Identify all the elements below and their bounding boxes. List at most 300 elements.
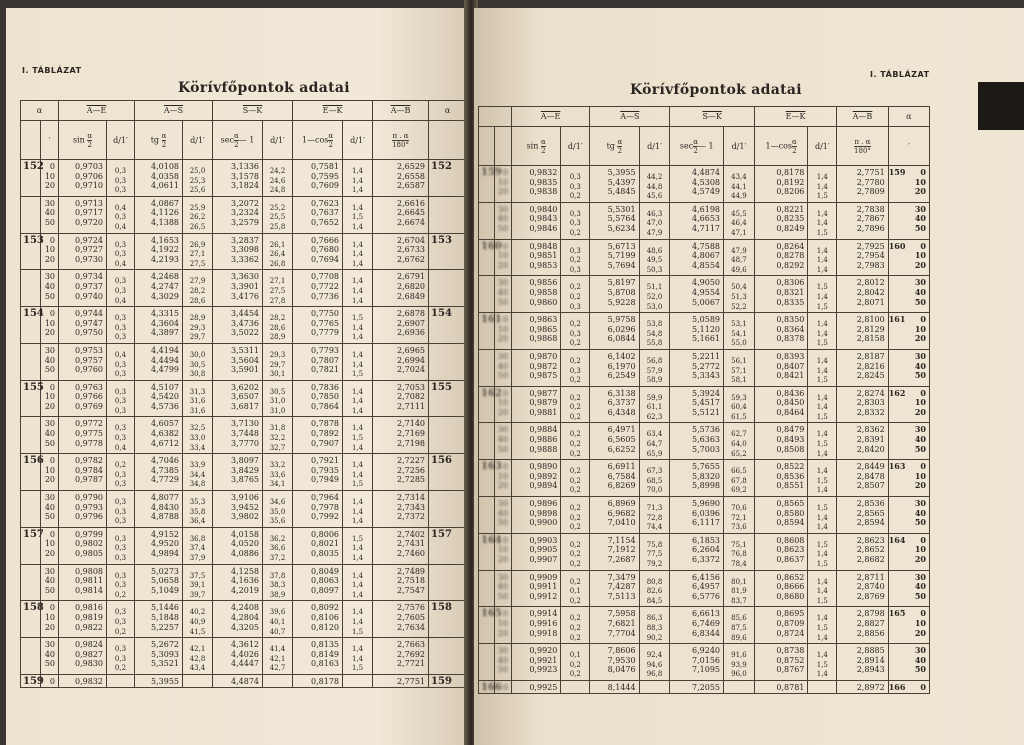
- sec-value: 3,2837: [231, 235, 260, 245]
- dsin-value: 0,2: [569, 430, 581, 439]
- degree-cell: [479, 570, 495, 607]
- cos-cell: [293, 417, 343, 454]
- arc-value: 2,8391: [856, 435, 885, 445]
- arc-value: 2,8711: [856, 572, 885, 582]
- tg-value: 6,9682: [607, 508, 636, 518]
- sin-value: 0,9881: [529, 407, 558, 417]
- diff-cell: [561, 166, 590, 203]
- sin-value: 0,9925: [529, 682, 558, 692]
- diff-cell: [808, 276, 837, 313]
- sec-value: 7,1095: [692, 665, 720, 675]
- arc-cell: [373, 270, 429, 307]
- arc-cell: [837, 533, 888, 570]
- sin-value: 0,9909: [529, 572, 558, 582]
- tg-value: 5,0273: [151, 566, 179, 576]
- diff-cell: [107, 417, 135, 454]
- sin-value: 0,9856: [529, 278, 558, 288]
- arc-value: 2,8652: [856, 545, 885, 555]
- sin-value: 0,9875: [529, 371, 558, 381]
- table-row: [479, 313, 930, 350]
- cos-cell: [754, 423, 808, 460]
- cos-cell: [293, 233, 343, 270]
- diff-cell: [107, 307, 135, 344]
- min-value: 40: [497, 214, 508, 224]
- cos-value: 0,8206: [776, 187, 805, 197]
- tg-cell: [135, 638, 183, 675]
- dsin-value: 0,3: [114, 617, 127, 626]
- arc-value: 2,8943: [856, 665, 885, 675]
- minute-value: 50: [914, 664, 926, 675]
- sec-cell: [670, 533, 724, 570]
- dtg-value: 42,8: [189, 654, 206, 663]
- diff-cell: [107, 270, 135, 307]
- arc-cell: [373, 564, 429, 601]
- arc-value: 2,8972: [856, 682, 885, 692]
- dsin-value: 0,4: [114, 350, 127, 359]
- degree-min-cell: [888, 497, 929, 534]
- min-value: 0: [49, 456, 55, 466]
- cos-value: 0,7595: [311, 171, 340, 181]
- dsec-value: 56,1: [731, 356, 747, 365]
- tg-cell: [135, 196, 183, 233]
- dsin-value: 0,2: [569, 320, 581, 329]
- diff-cell: [107, 638, 135, 675]
- dsec-value: 46,4: [731, 219, 747, 228]
- dtg-value: 26,9: [189, 240, 206, 249]
- minute-value: 0: [920, 461, 926, 472]
- sec-cell: [213, 233, 263, 270]
- sec-cell: [213, 380, 263, 417]
- header-diff: d/1′: [639, 127, 670, 166]
- dsin-value: 0,2: [569, 339, 581, 348]
- cos-value: 0,8149: [311, 649, 340, 659]
- sec-value: 4,7588: [692, 241, 720, 251]
- table-row: [479, 276, 930, 313]
- sin-value: 0,9907: [529, 555, 558, 564]
- dcos-value: 1,4: [351, 608, 364, 617]
- min-value: 50: [44, 365, 55, 375]
- table-row: [479, 644, 930, 681]
- min-value: 10: [44, 171, 55, 181]
- sin-value: 0,9724: [75, 235, 103, 245]
- dcos-value: 1,5: [816, 339, 828, 348]
- arc-value: 2,7431: [397, 539, 426, 549]
- table-row: [21, 638, 467, 675]
- minute-cell: [495, 276, 511, 313]
- dtg-value: 82,6: [646, 587, 663, 596]
- minute-labels: [915, 205, 926, 234]
- diff-cell: [107, 196, 135, 233]
- tg-value: 5,6713: [607, 241, 636, 251]
- degree-min-cell: [888, 386, 929, 423]
- sin-value: 0,9757: [75, 355, 103, 365]
- sin-value: 0,9782: [75, 456, 103, 466]
- dtg-value: 26,2: [189, 213, 206, 222]
- arc-value: 2,7751: [397, 676, 426, 686]
- dtg-value: 27,9: [189, 277, 206, 286]
- cos-value: 0,8364: [776, 324, 805, 334]
- dtg-value: 61,1: [646, 403, 663, 412]
- table-row: [479, 166, 930, 203]
- diff-cell: [183, 417, 213, 454]
- table-row: [21, 527, 467, 564]
- dsec-value: 34,1: [269, 480, 286, 489]
- cos-value: 0,8393: [776, 351, 805, 361]
- sin-cell: [59, 674, 107, 687]
- dsin-value: 0,4: [114, 203, 127, 212]
- dsec-value: 61,5: [731, 412, 747, 421]
- minute-cell: [41, 343, 59, 380]
- diff-cell: [561, 533, 590, 570]
- header-ab: A—B: [852, 112, 873, 121]
- dsec-value: 40,1: [269, 617, 286, 626]
- tg-value: 5,1049: [151, 585, 179, 595]
- degree-cell: [479, 276, 495, 313]
- sec-cell: [670, 239, 724, 276]
- dtg-value: 25,6: [189, 186, 206, 195]
- table-row: [479, 423, 930, 460]
- cos-cell: [754, 276, 808, 313]
- sin-cell: [511, 202, 560, 239]
- dsin-value: 0,3: [114, 645, 127, 654]
- min-value: 20: [44, 549, 55, 558]
- dtg-value: 37,9: [189, 554, 206, 562]
- minute-labels: [915, 168, 926, 197]
- minute-value: 50: [914, 590, 926, 601]
- sec-value: 5,1120: [692, 324, 720, 334]
- cos-cell: [754, 497, 808, 534]
- min-value: 40: [497, 287, 508, 297]
- sin-value: 0,9911: [529, 582, 558, 592]
- sin-cell: [511, 386, 560, 423]
- arc-value: 2,8332: [856, 407, 885, 417]
- sin-value: 0,9898: [529, 508, 558, 518]
- dcos-value: 1,5: [816, 540, 828, 549]
- minute-value: 40: [914, 434, 926, 445]
- table-row: [479, 239, 930, 276]
- cos-value: 0,8221: [776, 204, 805, 214]
- diff-cell: [639, 202, 670, 239]
- dtg-value: 96,8: [646, 670, 663, 679]
- min-value: 0: [49, 382, 55, 392]
- cos-value: 0,8097: [311, 585, 340, 595]
- arc-cell: [373, 454, 429, 491]
- sec-value: 3,8765: [231, 475, 260, 485]
- minute-cell: [495, 239, 511, 276]
- minute-labels: [915, 242, 926, 271]
- sin-value: 0,9769: [75, 401, 103, 411]
- minute-labels: [920, 683, 926, 693]
- tg-value: 6,5605: [607, 435, 636, 445]
- diff-cell: [107, 343, 135, 380]
- dsec-value: 75,1: [731, 540, 747, 549]
- dcos-value: 1,5: [351, 627, 364, 636]
- min-value: 20: [497, 628, 508, 638]
- sin-cell: [59, 638, 107, 675]
- dcos-value: 1,4: [351, 250, 364, 259]
- dsec-value: 27,8: [269, 296, 286, 305]
- cos-value: 0,8264: [776, 241, 805, 251]
- dsec-value: 31,0: [269, 397, 286, 406]
- dcos-value: 1,4: [816, 403, 828, 412]
- sin-value: 0,9851: [529, 251, 558, 261]
- dcos-value: 1,4: [351, 277, 364, 286]
- cos-value: 0,7609: [311, 181, 340, 191]
- header-alpha: α: [21, 101, 59, 121]
- cos-value: 0,7821: [311, 365, 340, 375]
- diff-cell: [183, 454, 213, 491]
- dtg-value: 77,5: [646, 550, 663, 559]
- cos-cell: [293, 674, 343, 687]
- dsec-value: 29,3: [269, 350, 286, 359]
- table-row: [479, 570, 930, 607]
- trig-table: α A—E A—S S—K E—K A—B α ′ sin $\frac{\alpha}{2}$ d/1′ tg $\frac{\alpha}{2}$ d/1′ sec $\frac{\alpha}{2}$ — 1 d/1′ 1—cos $\frac{\alpha}{2}$ d/1′ $\frac{\pi . \alpha}{180^\circ}$ 152 0 10 20 0,9703 0,9706 0,9710 0,3 0,3 0,3 4,0108 4,0358 4,0611 25,0 25,3 25,6 3,1336 3,1578 3,1824 24,2 24,6 24,8 0,7581 0,7595 0,7609 1,4 1,4 1,4 2,6529 2,6558 2,6587 152 30 40 50 0,9713 0,9717 0,9720 0,4 0,3 0,4 4,0867 4,1126 4,1388 25,9 26,2 26,5 3,2072 3,2324 3,2579 25,2 25,5 25,8 0,7623 0,7637 0,7652 1,4 1,5 1,4 2,6616 2,6645 2,6674 153 0 10 20 0,9724 0,9727 0,9730 0,3 0,3 0,4 4,1653 4,1922 4,2193 26,9 27,1 27,5 3,2837 3,3098 3,3362 26,1 26,4 26,8 0,7666 0,7680 0,7694 1,4 1,4 1,4 2,6704 2,6733 2,6762 153 30 40 50 0,9734 0,9737 0,9740 0,3 0,3 0,4 4,2468 4,2747 4,3029 27,9 28,2 28,6 3,3630 3,3901 3,4176 27,1 27,5 27,8 0,7708 0,7722 0,7736 1,4 1,4 1,4 2,6791 2,6820 2,6849 154 0 10 20 0,9744 0,9747 0,9750 0,3 0,3 0,3 4,3315 4,3604 4,3897 28,9 29,3 29,7 3,4454 3,4736 3,5022 28,2 28,6 28,9 0,7750 0,7765 0,7779 1,5 1,4 1,4 2,6878 2,6907 2,6936 154 30 40 50 0,9753 0,9757 0,9760 0,4 0,3 0,3 4,4194 4,4494 4,4799 30,0 30,5 30,8 3,5311 3,5604 3,5901 29,3 29,7 30,1 0,7793 0,7807 0,7821 1,4 1,4 1,5 2,6965 2,6994 2,7024 155 0 10 20 0,9763 0,9766 0,9769 0,3 0,3 0,3 4,5107 4,5420 4,5736 31,3 31,6 31,6 3,6202 3,6507 3,6817 30,5 31,0 31,0 0,7836 0,7850 0,7864 1,4 1,4 1,4 2,7053 2,7082 2,7111 155 30 40 50 0,9772 0,9775 0,9778 0,3 0,3 0,4 4,6057 4,6382 4,6712 32,5 33,0 33,4 3,7130 3,7448 3,7770 31,8 32,2 32,7 0,7878 0,7892 0,7907 1,4 1,5 1,4 2,7140 2,7169 2,7198 156 0 10 20 0,9782 0,9784 0,9787 0,2 0,3 0,3 4,7046 4,7385 4,7729 33,9 34,4 34,8 3,8097 3,8429 3,8765 33,2 33,6 34,1 0,7921 0,7935 0,7949 1,4 1,4 1,5 2,7227 2,7256 2,7285 156 30 40 50 0,9790 0,9793 0,9796 0,3 0,3 0,3 4,8077 4,8430 4,8788 35,3 35,8 36,4 3,9106 3,9452 3,9802 34,6 35,0 35,6 0,7964 0,7978 0,7992 1,4 1,4 1,4 2,7314 2,7343 2,7372 157 0 10 20 0,9799 0,9802 0,9805 0,3 0,3 0,3 4,9152 4,9520 4,9894 36,8 37,4 37,9 4,0158 4,0520 4,0886 36,2 36,6 37,2 0,8006 0,8021 0,8035 1,5 1,4 1,4 2,7402 2,7431 2,7460 157 30 40 50 0,9808 0,9811 0,9814 0,3 0,3 0,2 5,0273 5,0658 5,1049 37,5 39,1 39,7 4,1258 4,1636 4,2019 37,8 38,3 38,9 0,8049 0,8063 0,8097 1,4 1,4 1,4 2,7489 2,7518 2,7547 158 0 10 20 0,9816 0,9819 0,9822 0,3 0,3 0,2 5,1446 5,1848 5,2257 40,2 40,9 41,5 4,2408 4,2804 4,3205 39,6 40,1 40,7 0,8092 0,8106 0,8120 1,4 1,4 1,5 2,7576 2,7605 2,7634 158 30 40 50 0,9824 0,9827 0,9830 0,3 0,3 0,2 5,2672 5,3093 5,3521 42,1 42,8 43,4 4,3612 4,4026 4,4447 41,4 42,1 42,7 0,8135 0,8149 0,8163 1,4 1,4 1,5 2,7663 2,7692 2,7721 159 0 0,9832 5,3955 4,4874 0,8178 2,7751 159: [20, 100, 467, 688]
- arc-value: 2,8158: [856, 334, 885, 344]
- dcos-value: 1,4: [816, 467, 828, 476]
- degree-cell: 158: [429, 601, 467, 638]
- sin-value: 0,9860: [529, 297, 558, 307]
- dsin-value: 0,2: [114, 461, 127, 470]
- trig-table: A—E A—S S—K E—K A—B α sin $\frac{\alpha}{2}$ d/1′ tg $\frac{\alpha}{2}$ d/1′ sec $\frac{\alpha}{2}$ — 1 d/1′ 1—cos $\frac{\alpha}{2}$ d/1′ $\frac{\pi . \alpha}{180^\circ}$ ′ 159 0 10 20 0,9832 0,9835 0,9838 0,3 0,3 0,2 5,3955 5,4397 5,4845 44,2 44,8 45,6 4,4874 4,5308 4,5749 43,4 44,1 44,9 0,8178 0,8192 0,8206 1,4 1,4 1,5 2,7751 2,7780 2,7809 159 0 10 20 30 40 50 0,9840 0,9843 0,9846 0,3 0,3 0,2 5,5301 5,5764 5,6234 46,3 47,0 47,9 4,6198 4,6653 4,7117 45,5 46,4 47,1 0,8221 0,8235 0,8249 1,4 1,4 1,5 2,7838 2,7867 2,7896 30 40 50 160 0 10 20 0,9848 0,9851 0,9853 0,3 0,2 0,3 5,6713 5,7199 5,7694 48,6 49,5 50,3 4,7588 4,8067 4,8554 47,9 48,7 49,6 0,8264 0,8278 0,8292 1,4 1,4 1,4 2,7925 2,7954 2,7983 160 0 10 20 30 40 50 0,9856 0,9858 0,9860 0,2 0,2 0,3 5,8197 5,8708 5,9228 51,1 52,0 53,0 4,9050 4,9554 5,0067 50,4 51,3 52,2 0,8306 0,8321 0,8335 1,5 1,4 1,5 2,8012 2,8042 2,8071 30 40 50 161 0 10 20 0,9863 0,9865 0,9868 0,2 0,3 0,2 5,9758 6,0296 6,0844 53,8 54,8 55,8 5,0589 5,1120 5,1661 53,1 54,1 55,0 0,8350 0,8364 0,8378 1,4 1,4 1,5 2,8100 2,8129 2,8158 161 0 10 20 30 40 50 0,9870 0,9872 0,9875 0,2 0,3 0,2 6,1402 6,1970 6,2549 56,8 57,9 58,9 5,2211 5,2772 5,3343 56,1 57,1 58,1 0,8393 0,8407 0,8421 1,4 1,4 1,5 2,8187 2,8216 2,8245 30 40 50 162 0 10 20 0,9877 0,9879 0,9881 0,2 0,2 0,2 6,3138 6,3737 6,4348 59,9 61,1 62,3 5,3924 5,4517 5,5121 59,3 60,4 61,5 0,8436 0,8450 0,8464 1,4 1,4 1,5 2,8274 2,8303 2,8332 162 0 10 20 30 40 50 0,9884 0,9886 0,9888 0,2 0,2 0,2 6,4971 6,5605 6,6252 63,4 64,7 65,9 5,5736 5,6363 5,7003 62,7 64,0 65,2 0,8479 0,8493 0,8508 1,4 1,5 1,4 2,8362 2,8391 2,8420 30 40 50 163 0 10 20 0,9890 0,9892 0,9894 0,2 0,2 0,2 6,6911 6,7584 6,8269 67,3 68,5 70,0 5,7655 5,8320 5,8998 66,5 67,8 69,2 0,8522 0,8536 0,8551 1,4 1,5 1,4 2,8449 2,8478 2,8507 163 0 10 20 30 40 50 0,9896 0,9898 0,9900 0,2 0,2 0,2 6,8969 6,9682 7,0410 71,3 72,8 74,4 5,9690 6,0396 6,1117 70,6 72,1 73,6 0,8565 0,8580 0,8594 1,5 1,4 1,4 2,8536 2,8565 2,8594 30 40 50 164 0 10 20 0,9903 0,9905 0,9907 0,2 0,2 0,2 7,1154 7,1912 7,2687 75,8 77,5 79,2 6,1853 6,2604 6,3372 75,1 76,8 78,4 0,8608 0,8623 0,8637 1,5 1,4 1,5 2,8623 2,8652 2,8682 164 0 10 20 30 40 50 0,9909 0,9911 0,9912 0,2 0,1 0,2 7,3479 7,4287 7,5113 80,8 82,6 84,5 6,4156 6,4957 6,5776 80,1 81,9 83,7 0,8652 0,8666 0,8680 1,4 1,4 1,5 2,8711 2,8740 2,8769 30 40 50 165 0 10 20 0,9914 0,9916 0,9918 0,2 0,2 0,2 7,5958 7,6821 7,7704 86,3 88,3 90,2 6,6613 6,7469 6,8344 85,6 87,5 89,6 0,8695 0,8709 0,8724 1,4 1,5 1,4 2,8798 2,8827 2,8856 165 0 10 20 30 40 50 0,9920 0,9921 0,9923 0,1 0,2 0,2 7,8606 7,9530 8,0476 92,4 94,6 96,8 6,9240 7,0156 7,1095 91,6 93,9 96,0 0,8738 0,8752 0,8767 1,4 1,5 1,4 2,8885 2,8914 2,8943 30 40 50 166 0 0,9925 8,1444 7,2055 0,8781 2,8972 166 0: [478, 106, 930, 694]
- sec-value: 4,9554: [692, 287, 720, 297]
- minute-value: 30: [914, 350, 926, 361]
- dtg-value: 41,5: [189, 627, 206, 636]
- degree-min-cell: [888, 239, 929, 276]
- tg-value: 4,7046: [151, 456, 179, 466]
- dsin-value: 0,3: [114, 424, 127, 433]
- dsec-value: 25,5: [269, 213, 286, 222]
- dtg-value: 25,0: [189, 167, 206, 175]
- dsec-value: 91,6: [731, 651, 747, 660]
- dtg-value: 37,4: [189, 544, 206, 553]
- cos-value: 0,8508: [776, 444, 805, 454]
- sin-value: 0,9737: [75, 281, 103, 291]
- dsec-value: 47,9: [731, 246, 747, 255]
- arc-cell: [373, 674, 429, 687]
- diff-cell: [561, 570, 590, 607]
- cos-value: 0,7949: [311, 475, 340, 485]
- degree-min-cell: [888, 276, 929, 313]
- dsec-value: 28,9: [269, 333, 286, 342]
- dsec-value: 80,1: [731, 577, 747, 586]
- dcos-value: 1,4: [816, 209, 828, 218]
- arc-value: 2,6762: [397, 254, 426, 264]
- min-value: 30: [497, 351, 508, 361]
- dsin-value: 0,2: [569, 476, 581, 485]
- sin-value: 0,9793: [75, 502, 103, 512]
- tg-value: 5,9758: [607, 315, 636, 325]
- arc-value: 2,8827: [856, 618, 885, 628]
- dsin-value: 0,2: [569, 660, 581, 669]
- sin-value: 0,9916: [529, 618, 558, 628]
- diff-cell: [808, 349, 837, 386]
- sin-value: 0,9879: [529, 398, 558, 408]
- tg-value: 4,6057: [151, 419, 179, 429]
- sin-value: 0,9894: [529, 481, 558, 491]
- arc-value: 2,7198: [397, 438, 426, 448]
- arc-value: 2,6616: [397, 198, 426, 208]
- sec-cell: [670, 166, 724, 203]
- dsec-value: 44,1: [731, 182, 747, 191]
- sec-cell: [213, 601, 263, 638]
- tg-cell: [590, 386, 639, 423]
- degree-cell: 152: [429, 160, 467, 197]
- diff-cell: [561, 239, 590, 276]
- tg-value: 4,9520: [151, 539, 179, 549]
- dcos-value: 1,5: [351, 480, 364, 489]
- cos-value: 0,8724: [776, 628, 805, 638]
- cos-value: 0,8709: [776, 618, 805, 628]
- cos-value: 0,8035: [311, 549, 340, 558]
- dsin-value: 0,2: [569, 540, 581, 549]
- sec-value: 5,3924: [692, 388, 720, 398]
- arc-value: 2,7169: [397, 429, 426, 439]
- arc-cell: [837, 239, 888, 276]
- tg-value: 5,2672: [151, 640, 179, 650]
- sec-value: 6,0396: [692, 508, 720, 518]
- cos-value: 0,8192: [776, 177, 805, 187]
- minute-value: 10: [914, 176, 926, 187]
- sec-value: 4,4026: [231, 649, 260, 659]
- tg-value: 6,7584: [607, 471, 636, 481]
- dsin-value: 0,2: [569, 523, 581, 532]
- min-value: 50: [497, 223, 508, 233]
- sin-cell: [59, 307, 107, 344]
- dtg-value: 40,9: [189, 617, 206, 626]
- dsec-value: 35,0: [269, 507, 286, 516]
- diff-cell: [808, 644, 837, 681]
- dcos-value: 1,4: [351, 470, 364, 479]
- min-value: 0: [49, 676, 55, 686]
- arc-value: 2,7053: [397, 382, 426, 392]
- header-cos: 1—cos: [765, 141, 793, 150]
- arc-cell: [837, 460, 888, 497]
- cos-cell: [293, 454, 343, 491]
- sec-value: 6,1853: [692, 535, 720, 545]
- degree-cell: [21, 491, 41, 528]
- tg-cell: [590, 276, 639, 313]
- diff-cell: [263, 380, 293, 417]
- sec-value: 5,7655: [692, 462, 720, 472]
- cos-cell: [754, 607, 808, 644]
- sec-value: 3,8097: [231, 456, 260, 466]
- degree-cell: [21, 417, 41, 454]
- arc-value: 2,6965: [397, 345, 426, 355]
- dcos-value: 1,4: [816, 256, 828, 265]
- dsec-value: 72,1: [731, 513, 747, 522]
- sec-value: 6,1117: [692, 518, 720, 528]
- degree-cell: 156: [21, 454, 41, 491]
- dcos-value: 1,5: [816, 560, 828, 568]
- min-value: 0: [49, 603, 55, 613]
- dcos-value: 1,4: [816, 577, 828, 586]
- min-value: 0: [502, 168, 508, 177]
- dsec-value: 25,8: [269, 222, 286, 231]
- cos-value: 0,7680: [311, 245, 340, 255]
- min-value: 40: [44, 649, 55, 659]
- dsin-value: 0,3: [114, 581, 127, 590]
- min-value: 20: [44, 401, 55, 411]
- sin-value: 0,9886: [529, 435, 558, 445]
- sin-value: 0,9727: [75, 245, 103, 255]
- tg-cell: [135, 674, 183, 687]
- min-value: 40: [497, 435, 508, 445]
- dcos-value: 1,4: [816, 182, 828, 191]
- sin-value: 0,9824: [75, 640, 103, 650]
- dtg-value: 48,6: [646, 246, 663, 255]
- arc-value: 2,7372: [397, 512, 426, 522]
- dsec-value: 32,2: [269, 434, 286, 443]
- diff-cell: [183, 270, 213, 307]
- tg-value: 4,1388: [151, 217, 179, 227]
- dsec-value: 27,5: [269, 286, 286, 295]
- sin-value: 0,9744: [75, 309, 103, 319]
- diff-cell: [639, 570, 670, 607]
- dsec-value: 27,1: [269, 277, 286, 286]
- dtg-value: 67,3: [646, 467, 663, 476]
- tg-value: 6,6911: [607, 462, 636, 472]
- minute-value: 50: [914, 296, 926, 307]
- dsin-value: 0,3: [114, 333, 127, 342]
- min-value: 50: [44, 438, 55, 448]
- minute-cell: [495, 349, 511, 386]
- dsin-value: 0,3: [569, 329, 581, 338]
- sin-cell: [511, 349, 560, 386]
- table-row: [479, 607, 930, 644]
- sin-value: 0,9819: [75, 612, 103, 622]
- tg-value: 4,6712: [151, 438, 179, 448]
- arc-cell: [373, 380, 429, 417]
- dtg-value: 57,9: [646, 366, 663, 375]
- arc-value: 2,7954: [856, 251, 885, 261]
- cos-cell: [293, 601, 343, 638]
- header-diff: d/1′: [724, 127, 755, 166]
- degree-label: 164: [888, 534, 906, 545]
- sec-cell: [670, 570, 724, 607]
- sin-value: 0,9838: [529, 187, 558, 197]
- dcos-value: 1,4: [816, 614, 828, 623]
- minute-value: 10: [914, 250, 926, 261]
- sin-value: 0,9816: [75, 603, 103, 613]
- min-value: 40: [44, 502, 55, 512]
- sec-value: 4,6653: [692, 214, 720, 224]
- arc-value: 2,7518: [397, 576, 426, 586]
- sec-value: 4,4447: [231, 659, 260, 669]
- tg-value: 4,9894: [151, 549, 179, 558]
- diff-cell: [183, 160, 213, 197]
- min-value: 20: [497, 555, 508, 564]
- dsin-value: 0,3: [114, 434, 127, 443]
- dsin-value: 0,3: [569, 246, 581, 255]
- diff-cell: [639, 497, 670, 534]
- min-value: 0: [49, 162, 55, 171]
- header-sec: sec: [679, 141, 694, 150]
- sec-value: 3,5311: [231, 345, 260, 355]
- degree-label: 161: [888, 314, 906, 325]
- dsec-value: 24,8: [269, 186, 286, 195]
- cos-value: 0,7765: [311, 318, 340, 328]
- dsec-value: 78,4: [731, 560, 747, 568]
- dtg-value: 59,9: [646, 393, 663, 402]
- dsin-value: 0,3: [114, 406, 127, 415]
- dsin-value: 0,3: [114, 470, 127, 479]
- dtg-value: 65,9: [646, 449, 663, 458]
- diff-cell: [263, 196, 293, 233]
- minute-value: 30: [914, 203, 926, 214]
- sin-value: 0,9703: [75, 162, 103, 171]
- sin-value: 0,9832: [529, 168, 558, 177]
- dsin-value: 0,3: [114, 314, 127, 323]
